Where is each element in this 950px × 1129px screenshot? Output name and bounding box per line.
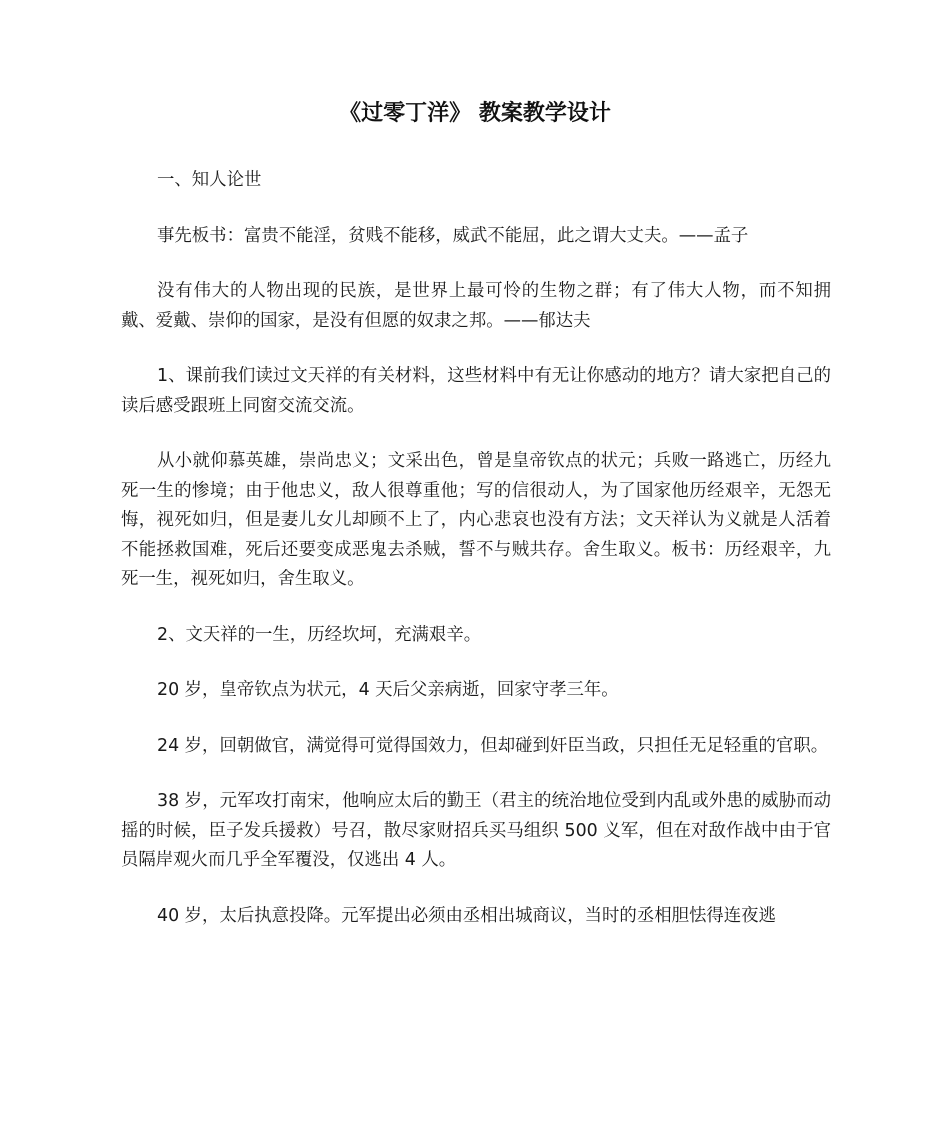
paragraph: 1、课前我们读过文天祥的有关材料，这些材料中有无让你感动的地方？请大家把自己的读后感受跟班上同窗交流交流。 (121, 366, 831, 416)
paragraph: 20 岁，皇帝钦点为状元，4 天后父亲病逝，回家守孝三年。 (157, 680, 619, 700)
document-title: 《过零丁洋》 教案教学设计 (339, 101, 611, 126)
document-body (121, 166, 831, 957)
paragraph: 38 岁，元军攻打南宋，他响应太后的勤王（君主的统治地位受到内乱或外患的威胁而动摇的时候，臣子发兵援救）号召，散尽家财招兵买马组织 500 义军，但在对敌作战中由于官员隔岸观火而几乎全军覆没，仅逃出 4 人。 (121, 791, 831, 870)
section-heading: 一、知人论世 (157, 170, 262, 190)
paragraph: 事先板书：富贵不能淫，贫贱不能移，威武不能屈，此之谓大丈夫。——孟子 (157, 225, 749, 246)
paragraph: 2、文天祥的一生，历经坎坷，充满艰辛。 (157, 624, 482, 645)
paragraph: 从小就仰慕英雄，崇尚忠义；文采出色，曾是皇帝钦点的状元；兵败一路逃亡，历经九死一生的惨境；由于他忠义，敌人很尊重他；写的信很动人，为了国家他历经艰辛，无怨无悔，视死如归，但是妻儿女儿却顾不上了，内心悲哀也没有方法；文天祥认为义就是人活着不能拯救国难，死后还要变成恶鬼去杀贼，誓不与贼共存。舍生取义。板书：历经艰辛，九死一生，视死如归，舍生取义。 (121, 451, 831, 589)
paragraph: 没有伟大的人物出现的民族，是世界上最可怜的生物之群；有了伟大人物，而不知拥戴、爱戴、崇仰的国家，是没有但愿的奴隶之邦。——郁达夫 (121, 281, 831, 331)
paragraph: 40 岁，太后执意投降。元军提出必须由丞相出城商议，当时的丞相胆怯得连夜逃 (157, 905, 776, 926)
paragraph: 24 岁，回朝做官，满觉得可觉得国效力，但却碰到奸臣当政，只担任无足轻重的官职。 (157, 735, 829, 756)
